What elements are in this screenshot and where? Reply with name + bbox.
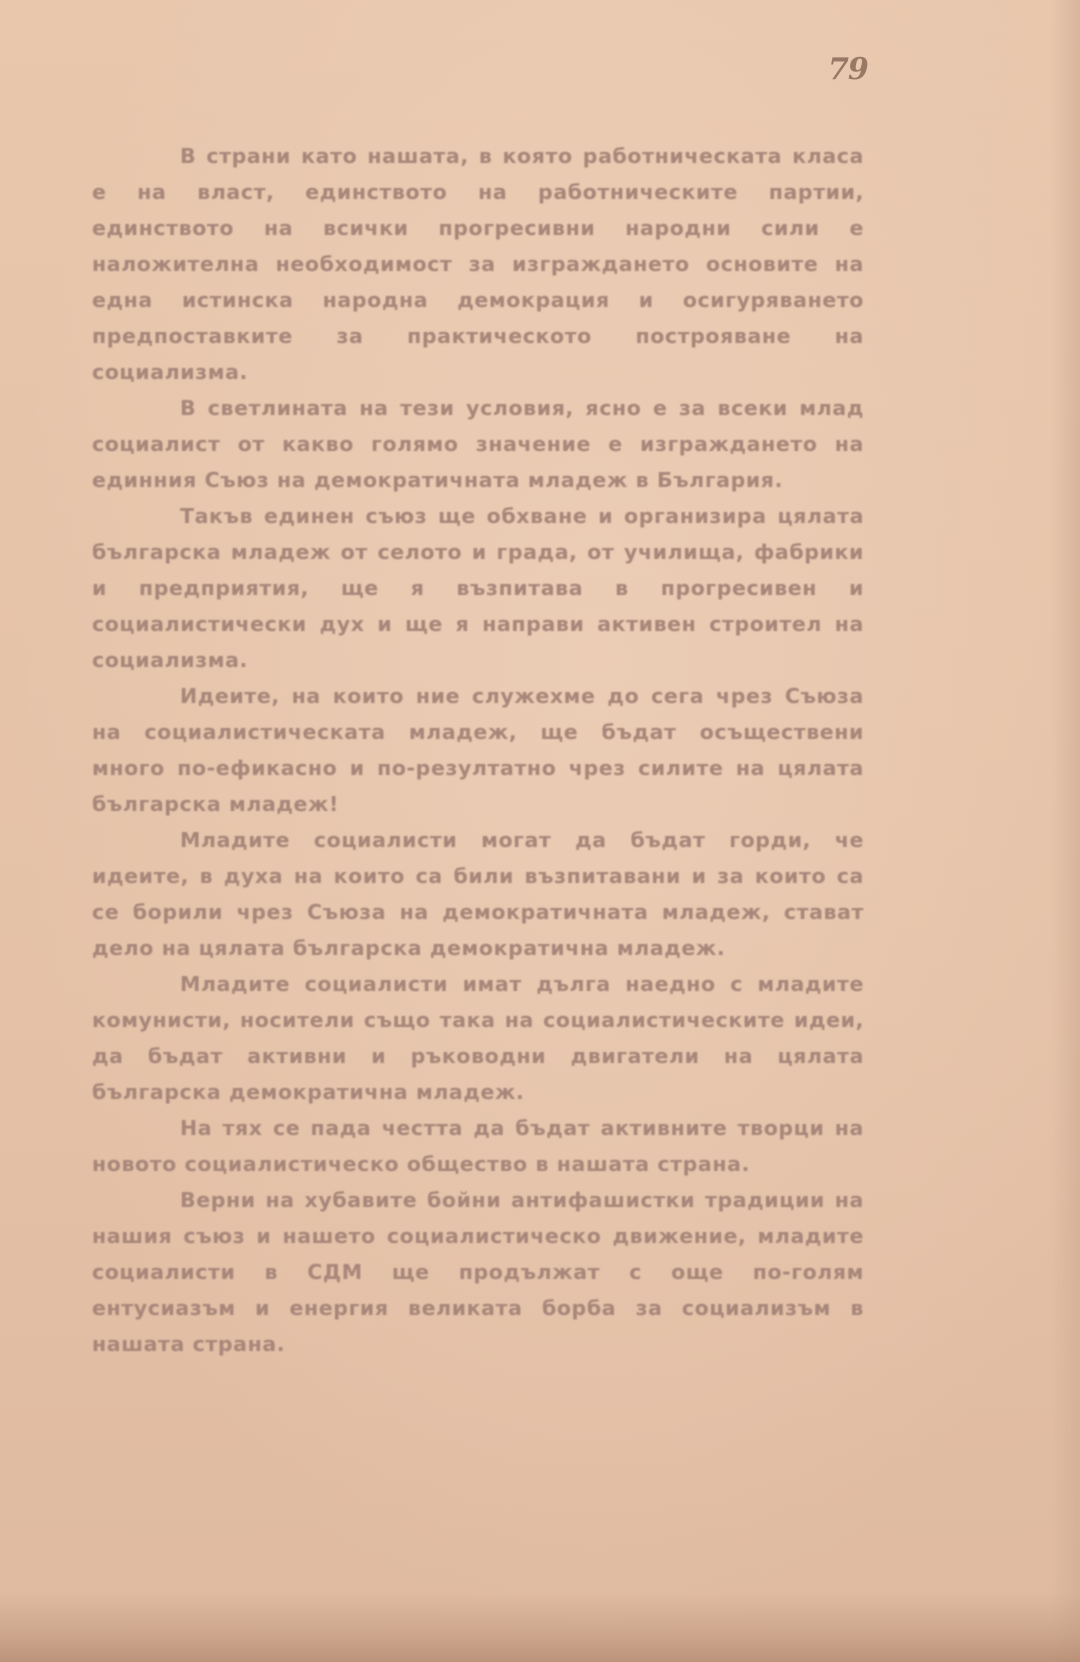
paragraph: Такъв единен съюз ще обхване и организира цялата българска младеж от селото и града, от училища, фабрики и предприятия, ще я възпитава в прогресивен и социалистически дух и ще я направи активен строител на социализма. — [92, 504, 864, 672]
paragraph: На тях се пада честта да бъдат активните творци на новото социалистическо общество в нашата страна. — [92, 1116, 864, 1176]
paragraph: В светлината на тези условия, ясно е за всеки млад социалист от какво голямо значение е изграждането на единния Съюз на демократичната младеж в България. — [92, 396, 864, 492]
page-number: 79 — [828, 52, 868, 87]
page-edge-shading — [1050, 0, 1080, 1662]
body-text — [92, 138, 864, 1362]
paragraph: Младите социалисти могат да бъдат горди, че идеите, в духа на които са били възпитавани и за които са се борили чрез Съюза на демократичната младеж, стават дело на цялата българска демократична младеж. — [92, 828, 864, 960]
paragraph: Младите социалисти имат дълга наедно с младите комунисти, носители също така на социалистическите идеи, да бъдат активни и ръководни двигатели на цялата българска демократична младеж. — [92, 972, 864, 1104]
paragraph: Идеите, на които ние служехме до сега чрез Съюза на социалистическата младеж, ще бъдат осъществени много по-ефикасно и по-резултатно чрез силите на цялата българска младеж! — [92, 684, 864, 816]
paragraph: Верни на хубавите бойни антифашистки традиции на нашия съюз и нашето социалистическо движение, младите социалисти в СДМ ще продължат с още по-голям ентусиазъм и енергия великата борба за социализъм в нашата страна. — [92, 1188, 864, 1356]
paragraph: В страни като нашата, в която работническата класа е на власт, единството на работническите партии, единството на всички прогресивни народни сили е наложителна необходимост за изграждането основите на една истинска народна демокрация и осигуряването предпоставките за практическото построяване на социализма. — [92, 144, 864, 384]
page-bottom-shading — [0, 1592, 1080, 1662]
